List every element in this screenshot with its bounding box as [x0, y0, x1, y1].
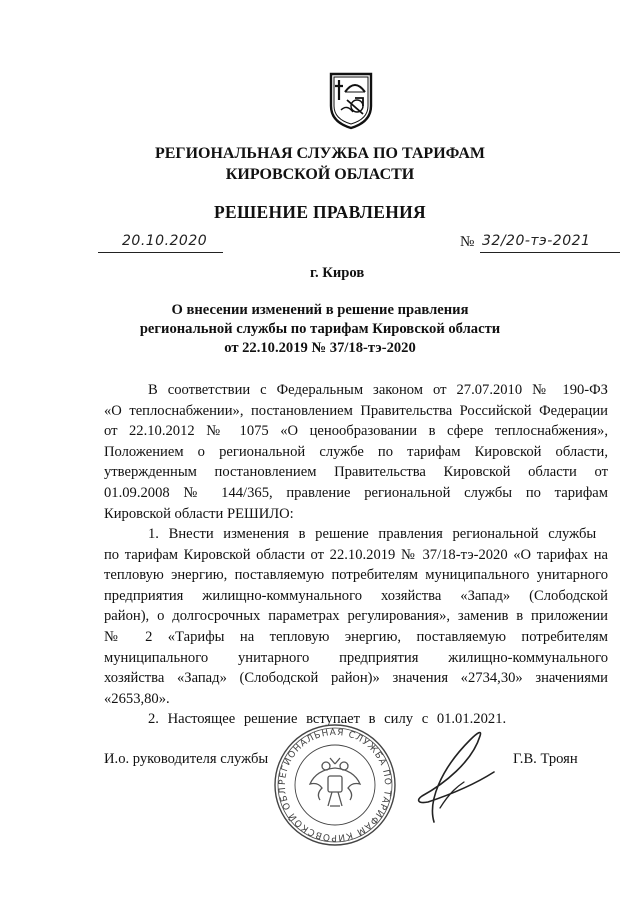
official-seal — [272, 722, 398, 848]
number-underline — [480, 252, 620, 253]
document-type: РЕШЕНИЕ ПРАВЛЕНИЯ — [214, 202, 426, 222]
title-line2: региональной службы по тарифам Кировской области — [139, 321, 501, 337]
item-2-paragraph: 2. Настоящее решение вступает в силу с 01.01.2021. — [148, 711, 507, 727]
city: г. Киров — [310, 265, 365, 281]
title-line3: от 22.10.2019 № 37/18-тэ-2020 — [224, 340, 416, 356]
date-field — [98, 233, 223, 255]
signature-icon — [400, 722, 510, 832]
date-underline — [98, 252, 223, 253]
title-line1: О внесении изменений в решение правления — [171, 302, 469, 318]
item-1-line: 1. Внести изменения в решение правления региональной службы — [148, 526, 597, 542]
item-1-line: хозяйства «Запад» (Слободской район)» значения «2734,30» значениями — [104, 670, 608, 687]
preamble-line: В соответствии с Федеральным законом от 27.07.2010 № 190-ФЗ — [148, 382, 608, 398]
org-name-line1: РЕГИОНАЛЬНАЯ СЛУЖБА ПО ТАРИФАМ — [154, 145, 486, 162]
item-1-line: район), о долгосрочных параметрах регулирования», заменив в приложении — [104, 608, 608, 625]
number-sign: № — [460, 234, 475, 250]
seal-text: РЕГИОНАЛЬНАЯ СЛУЖБА ПО ТАРИФАМ КИРОВСКОЙ ОБЛ — [277, 727, 393, 843]
coat-of-arms-icon — [327, 70, 375, 130]
signatory-position: И.о. руководителя службы — [104, 751, 269, 767]
item-1-line: тепловую энергию, поставляемую потребителям муниципального унитарного — [104, 567, 608, 584]
item-1-line: муниципального унитарного предприятия жилищно-коммунального — [104, 649, 608, 666]
handwritten-signature — [400, 722, 510, 832]
item-1-line: предприятия жилищно-коммунального хозяйства «Запад» (Слободской — [104, 587, 608, 604]
preamble-line: Положением о региональной службе по тарифам Кировской области, — [104, 443, 608, 460]
preamble-line: от 22.10.2012 № 1075 «О ценообразовании в сфере теплоснабжения», — [104, 423, 608, 440]
preamble-line: Кировской области РЕШИЛО: — [104, 505, 294, 522]
document-date: 20.10.2020 — [122, 233, 208, 249]
preamble-line: 01.09.2008 № 144/365, правление региональной службы по тарифам — [104, 484, 608, 501]
preamble-line: утвержденным постановлением Правительства Кировской области от — [104, 464, 608, 481]
seal-icon — [272, 722, 398, 848]
item-1-paragraph — [104, 524, 608, 709]
item-1-line: № 2 «Тарифы на тепловую энергию, поставляемую потребителям — [104, 628, 608, 645]
document-number: 32/20-тэ-2021 — [482, 233, 591, 249]
preamble-line: «О теплоснабжении», постановлением Правительства Российской Федерации — [104, 402, 608, 419]
preamble-paragraph — [104, 380, 608, 524]
org-name-line2: КИРОВСКОЙ ОБЛАСТИ — [225, 166, 415, 183]
item-1-line: «2653,80». — [104, 690, 170, 707]
number-field — [460, 233, 620, 255]
signatory-name: Г.В. Троян — [513, 751, 578, 767]
coat-of-arms — [327, 70, 375, 130]
item-1-line: по тарифам Кировской области от 22.10.2019 № 37/18-тэ-2020 «О тарифах на — [104, 546, 608, 563]
